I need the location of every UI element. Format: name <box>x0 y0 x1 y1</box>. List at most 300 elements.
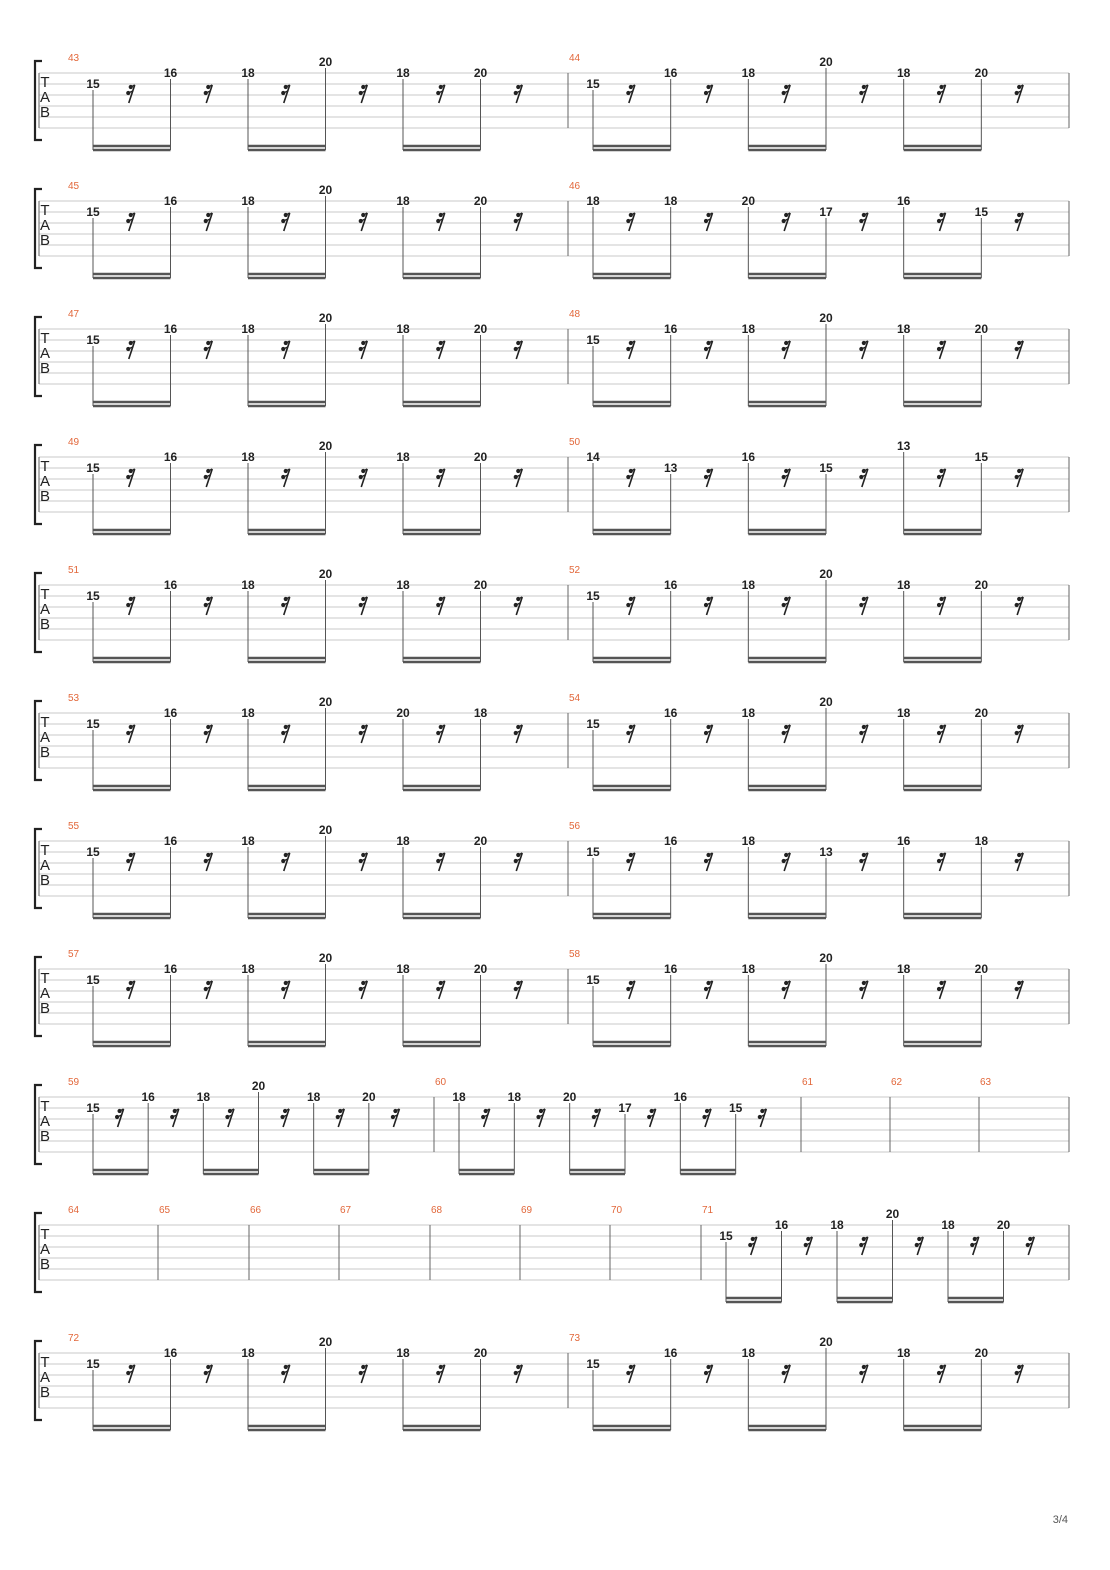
sixteenth-rest-icon <box>937 981 946 999</box>
tab-clef-letter: A <box>39 729 51 746</box>
fret-number: 15 <box>586 333 600 347</box>
fret-number: 18 <box>241 450 255 464</box>
fret-number: 15 <box>586 1357 600 1371</box>
tab-clef-letter: T <box>40 458 50 475</box>
sixteenth-rest-icon <box>436 981 445 999</box>
sixteenth-rest-icon <box>782 1365 791 1383</box>
fret-number: 18 <box>741 706 756 720</box>
tab-clef-letter: T <box>40 970 50 987</box>
tab-clef-letter: T <box>40 1098 50 1115</box>
sixteenth-rest-icon <box>782 725 791 743</box>
fret-number: 20 <box>473 322 488 336</box>
sixteenth-rest-icon <box>204 341 213 359</box>
fret-number: 20 <box>318 183 333 197</box>
sixteenth-rest-icon <box>359 341 368 359</box>
sixteenth-rest-icon <box>704 341 713 359</box>
sixteenth-rest-icon <box>514 725 523 743</box>
sixteenth-rest-icon <box>937 597 946 615</box>
sixteenth-rest-icon <box>514 341 523 359</box>
fret-number: 18 <box>896 706 911 720</box>
sixteenth-rest-icon <box>782 341 791 359</box>
fret-number: 18 <box>396 834 410 848</box>
fret-number: 15 <box>86 77 100 91</box>
tab-clef-letter: B <box>39 872 51 889</box>
sixteenth-rest-icon <box>359 1365 368 1383</box>
bar-number: 68 <box>431 1205 443 1216</box>
fret-number: 15 <box>819 461 833 475</box>
sixteenth-rest-icon <box>359 469 368 487</box>
sixteenth-rest-icon <box>626 85 635 103</box>
tab-system <box>35 821 1069 918</box>
fret-number: 18 <box>241 1346 255 1360</box>
fret-number: 20 <box>318 567 333 581</box>
sixteenth-rest-icon <box>336 1109 345 1127</box>
tab-clef-letter: A <box>39 601 51 618</box>
sixteenth-rest-icon <box>514 85 523 103</box>
tab-system <box>35 565 1069 662</box>
sixteenth-rest-icon <box>937 469 946 487</box>
sixteenth-rest-icon <box>481 1109 490 1127</box>
sixteenth-rest-icon <box>436 85 445 103</box>
fret-number: 16 <box>163 706 178 720</box>
tab-clef-letter: B <box>39 104 51 121</box>
sixteenth-rest-icon <box>436 853 445 871</box>
bar-number: 69 <box>521 1205 533 1216</box>
fret-number: 18 <box>741 834 756 848</box>
fret-number: 18 <box>396 450 410 464</box>
tab-system <box>35 309 1069 406</box>
tab-clef-letter: T <box>40 1226 50 1243</box>
sixteenth-rest-icon <box>359 725 368 743</box>
sixteenth-rest-icon <box>281 853 290 871</box>
sixteenth-rest-icon <box>1015 85 1024 103</box>
fret-number: 20 <box>741 194 756 208</box>
sixteenth-rest-icon <box>859 1237 868 1255</box>
tab-clef-letter: B <box>39 1128 51 1145</box>
sixteenth-rest-icon <box>626 981 635 999</box>
fret-number: 18 <box>741 1346 756 1360</box>
sixteenth-rest-icon <box>626 469 635 487</box>
sixteenth-rest-icon <box>1015 213 1024 231</box>
tab-clef-letter: B <box>39 488 51 505</box>
fret-number: 18 <box>396 66 410 80</box>
sixteenth-rest-icon <box>1015 1365 1024 1383</box>
bar-number: 48 <box>569 309 581 320</box>
fret-number: 18 <box>896 578 911 592</box>
fret-number: 20 <box>819 55 833 69</box>
fret-number: 18 <box>586 194 600 208</box>
fret-number: 20 <box>974 962 989 976</box>
bar-number: 66 <box>250 1205 262 1216</box>
fret-number: 18 <box>974 834 989 848</box>
fret-number: 20 <box>318 823 333 837</box>
fret-number: 16 <box>663 322 678 336</box>
fret-number: 15 <box>86 333 100 347</box>
sixteenth-rest-icon <box>359 981 368 999</box>
measure <box>68 1077 399 1174</box>
sixteenth-rest-icon <box>436 1365 445 1383</box>
sixteenth-rest-icon <box>436 597 445 615</box>
sixteenth-rest-icon <box>782 853 791 871</box>
fret-number: 18 <box>241 322 255 336</box>
bar-number: 45 <box>68 181 80 192</box>
sixteenth-rest-icon <box>536 1109 545 1127</box>
sixteenth-rest-icon <box>436 469 445 487</box>
fret-number: 15 <box>86 845 100 859</box>
sixteenth-rest-icon <box>859 981 868 999</box>
measure <box>569 309 1023 406</box>
fret-number: 15 <box>86 717 100 731</box>
sixteenth-rest-icon <box>204 981 213 999</box>
bar-number: 61 <box>802 1077 814 1088</box>
fret-number: 18 <box>741 66 756 80</box>
sixteenth-rest-icon <box>126 981 135 999</box>
fret-number: 18 <box>473 706 488 720</box>
fret-number: 18 <box>741 578 756 592</box>
tab-system <box>35 1333 1069 1430</box>
sixteenth-rest-icon <box>782 85 791 103</box>
fret-number: 18 <box>241 706 255 720</box>
tab-system <box>35 949 1069 1046</box>
tab-clef-letter: A <box>39 473 51 490</box>
sixteenth-rest-icon <box>704 85 713 103</box>
fret-number: 15 <box>719 1229 733 1243</box>
fret-number: 15 <box>586 717 600 731</box>
sixteenth-rest-icon <box>514 469 523 487</box>
fret-number: 18 <box>896 1346 911 1360</box>
fret-number: 20 <box>473 1346 488 1360</box>
fret-number: 20 <box>473 194 488 208</box>
sixteenth-rest-icon <box>782 213 791 231</box>
fret-number: 15 <box>86 1357 100 1371</box>
tab-clef-letter: A <box>39 1369 51 1386</box>
fret-number: 20 <box>562 1090 577 1104</box>
fret-number: 20 <box>819 695 833 709</box>
sixteenth-rest-icon <box>391 1109 400 1127</box>
sixteenth-rest-icon <box>859 469 868 487</box>
sixteenth-rest-icon <box>281 85 290 103</box>
measure <box>521 1205 533 1216</box>
measure <box>569 1333 1023 1430</box>
measure <box>802 1077 814 1088</box>
measure <box>569 693 1023 790</box>
fret-number: 15 <box>86 461 100 475</box>
fret-number: 18 <box>663 194 678 208</box>
fret-number: 15 <box>728 1101 743 1115</box>
fret-number: 18 <box>941 1218 955 1232</box>
fret-number: 18 <box>396 322 410 336</box>
fret-number: 18 <box>241 578 255 592</box>
sixteenth-rest-icon <box>859 725 868 743</box>
fret-number: 15 <box>586 589 600 603</box>
fret-number: 18 <box>241 962 255 976</box>
fret-number: 18 <box>896 66 911 80</box>
tab-clef-letter: B <box>39 616 51 633</box>
bar-number: 56 <box>569 821 581 832</box>
sixteenth-rest-icon <box>704 597 713 615</box>
sixteenth-rest-icon <box>204 725 213 743</box>
fret-number: 16 <box>163 834 178 848</box>
bar-number: 55 <box>68 821 80 832</box>
sixteenth-rest-icon <box>170 1109 179 1127</box>
sixteenth-rest-icon <box>115 1109 124 1127</box>
sixteenth-rest-icon <box>281 213 290 231</box>
measure <box>569 53 1023 150</box>
fret-number: 16 <box>896 194 911 208</box>
fret-number: 18 <box>396 962 410 976</box>
sixteenth-rest-icon <box>647 1109 656 1127</box>
sixteenth-rest-icon <box>281 597 290 615</box>
sixteenth-rest-icon <box>1015 597 1024 615</box>
sixteenth-rest-icon <box>126 469 135 487</box>
sixteenth-rest-icon <box>204 597 213 615</box>
sixteenth-rest-icon <box>514 213 523 231</box>
page-number: 3/4 <box>1052 1514 1068 1526</box>
fret-number: 17 <box>819 205 833 219</box>
fret-number: 18 <box>241 194 255 208</box>
bar-number: 47 <box>68 309 80 320</box>
sixteenth-rest-icon <box>937 213 946 231</box>
sixteenth-rest-icon <box>704 1365 713 1383</box>
fret-number: 15 <box>586 845 600 859</box>
sixteenth-rest-icon <box>126 853 135 871</box>
fret-number: 16 <box>163 322 178 336</box>
fret-number: 18 <box>452 1090 466 1104</box>
fret-number: 20 <box>819 311 833 325</box>
fret-number: 20 <box>473 450 488 464</box>
fret-number: 20 <box>473 962 488 976</box>
measure <box>611 1205 623 1216</box>
measure <box>435 1077 766 1174</box>
fret-number: 16 <box>663 578 678 592</box>
tab-clef-letter: A <box>39 217 51 234</box>
sixteenth-rest-icon <box>758 1109 767 1127</box>
sixteenth-rest-icon <box>782 597 791 615</box>
fret-number: 17 <box>618 1101 632 1115</box>
sixteenth-rest-icon <box>804 1237 813 1255</box>
fret-number: 20 <box>318 55 333 69</box>
tab-clef-letter: T <box>40 202 50 219</box>
sixteenth-rest-icon <box>514 1365 523 1383</box>
sixteenth-rest-icon <box>970 1237 979 1255</box>
sixteenth-rest-icon <box>1015 469 1024 487</box>
fret-number: 15 <box>86 589 100 603</box>
measure <box>569 437 1023 534</box>
tab-clef-letter: A <box>39 1113 51 1130</box>
sixteenth-rest-icon <box>937 85 946 103</box>
fret-number: 20 <box>318 695 333 709</box>
sixteenth-rest-icon <box>859 213 868 231</box>
sixteenth-rest-icon <box>126 213 135 231</box>
sixteenth-rest-icon <box>281 725 290 743</box>
fret-number: 20 <box>974 578 989 592</box>
sixteenth-rest-icon <box>782 981 791 999</box>
sixteenth-rest-icon <box>1015 981 1024 999</box>
tab-clef-letter: A <box>39 857 51 874</box>
sixteenth-rest-icon <box>204 1365 213 1383</box>
bar-number: 52 <box>569 565 581 576</box>
bar-number: 49 <box>68 437 80 448</box>
fret-number: 18 <box>830 1218 844 1232</box>
sixteenth-rest-icon <box>704 981 713 999</box>
measure <box>569 181 1023 278</box>
fret-number: 16 <box>663 1346 678 1360</box>
measure <box>250 1205 262 1216</box>
fret-number: 20 <box>473 834 488 848</box>
measure <box>68 565 522 662</box>
sixteenth-rest-icon <box>204 213 213 231</box>
bar-number: 67 <box>340 1205 352 1216</box>
sixteenth-rest-icon <box>704 469 713 487</box>
measure <box>702 1205 1034 1302</box>
bar-number: 44 <box>569 53 581 64</box>
sixteenth-rest-icon <box>225 1109 234 1127</box>
fret-number: 16 <box>163 66 178 80</box>
sixteenth-rest-icon <box>626 1365 635 1383</box>
fret-number: 18 <box>741 322 756 336</box>
sixteenth-rest-icon <box>592 1109 601 1127</box>
sixteenth-rest-icon <box>281 341 290 359</box>
bar-number: 64 <box>68 1205 80 1216</box>
sixteenth-rest-icon <box>436 341 445 359</box>
fret-number: 20 <box>819 567 833 581</box>
fret-number: 20 <box>974 66 989 80</box>
tab-system <box>35 1077 1069 1174</box>
fret-number: 15 <box>86 1101 100 1115</box>
sixteenth-rest-icon <box>436 725 445 743</box>
sixteenth-rest-icon <box>1015 725 1024 743</box>
fret-number: 20 <box>251 1079 266 1093</box>
sixteenth-rest-icon <box>126 1365 135 1383</box>
measure <box>569 821 1023 918</box>
fret-number: 16 <box>663 962 678 976</box>
sixteenth-rest-icon <box>126 725 135 743</box>
tab-clef-letter: T <box>40 74 50 91</box>
tab-system <box>35 1205 1069 1302</box>
tab-clef-letter: T <box>40 330 50 347</box>
fret-number: 18 <box>196 1090 211 1104</box>
bar-number: 43 <box>68 53 80 64</box>
fret-number: 15 <box>974 205 989 219</box>
measure <box>68 1333 522 1430</box>
fret-number: 16 <box>774 1218 789 1232</box>
fret-number: 18 <box>396 578 410 592</box>
sixteenth-rest-icon <box>937 853 946 871</box>
measure <box>569 949 1023 1046</box>
sixteenth-rest-icon <box>436 213 445 231</box>
sixteenth-rest-icon <box>626 341 635 359</box>
fret-number: 20 <box>996 1218 1011 1232</box>
fret-number: 20 <box>473 66 488 80</box>
tab-clef-letter: B <box>39 1000 51 1017</box>
measure <box>68 821 522 918</box>
fret-number: 18 <box>306 1090 321 1104</box>
sixteenth-rest-icon <box>514 981 523 999</box>
fret-number: 16 <box>663 66 678 80</box>
fret-number: 20 <box>819 1335 833 1349</box>
sixteenth-rest-icon <box>359 85 368 103</box>
fret-number: 16 <box>663 834 678 848</box>
tab-clef-letter: T <box>40 842 50 859</box>
bar-number: 46 <box>569 181 581 192</box>
measure <box>340 1205 352 1216</box>
sixteenth-rest-icon <box>514 853 523 871</box>
measure <box>68 53 522 150</box>
measure <box>68 1205 80 1216</box>
tab-clef-letter: B <box>39 360 51 377</box>
tab-system <box>35 693 1069 790</box>
sixteenth-rest-icon <box>359 853 368 871</box>
tab-clef-letter: B <box>39 1256 51 1273</box>
bar-number: 70 <box>611 1205 623 1216</box>
fret-number: 20 <box>362 1090 376 1104</box>
fret-number: 15 <box>974 450 989 464</box>
tab-clef-letter: T <box>40 1354 50 1371</box>
bar-number: 53 <box>68 693 80 704</box>
sixteenth-rest-icon <box>859 1365 868 1383</box>
tab-clef-letter: B <box>39 1384 51 1401</box>
sixteenth-rest-icon <box>514 597 523 615</box>
bar-number: 59 <box>68 1077 80 1088</box>
fret-number: 20 <box>318 951 333 965</box>
sixteenth-rest-icon <box>204 85 213 103</box>
tab-system <box>35 181 1069 278</box>
tab-clef-letter: B <box>39 232 51 249</box>
sixteenth-rest-icon <box>937 341 946 359</box>
bar-number: 71 <box>702 1205 714 1216</box>
bar-number: 58 <box>569 949 581 960</box>
fret-number: 14 <box>586 450 600 464</box>
measure <box>68 437 522 534</box>
fret-number: 13 <box>663 461 678 475</box>
fret-number: 20 <box>974 706 989 720</box>
fret-number: 20 <box>974 322 989 336</box>
fret-number: 16 <box>163 1346 178 1360</box>
fret-number: 20 <box>885 1207 900 1221</box>
sixteenth-rest-icon <box>859 853 868 871</box>
sixteenth-rest-icon <box>626 725 635 743</box>
fret-number: 15 <box>586 973 600 987</box>
fret-number: 20 <box>473 578 488 592</box>
sixteenth-rest-icon <box>126 341 135 359</box>
fret-number: 16 <box>163 578 178 592</box>
sixteenth-rest-icon <box>281 469 290 487</box>
fret-number: 18 <box>507 1090 522 1104</box>
fret-number: 16 <box>741 450 756 464</box>
measure <box>68 693 522 790</box>
measure <box>891 1077 903 1088</box>
measure <box>569 565 1023 662</box>
tab-clef-letter: A <box>39 985 51 1002</box>
fret-number: 18 <box>241 66 255 80</box>
fret-number: 18 <box>741 962 756 976</box>
sixteenth-rest-icon <box>859 85 868 103</box>
measure <box>68 309 522 406</box>
fret-number: 20 <box>819 951 833 965</box>
fret-number: 20 <box>318 311 333 325</box>
sixteenth-rest-icon <box>704 853 713 871</box>
tab-clef-letter: A <box>39 1241 51 1258</box>
sixteenth-rest-icon <box>702 1109 711 1127</box>
sixteenth-rest-icon <box>748 1237 757 1255</box>
tab-clef-letter: T <box>40 586 50 603</box>
fret-number: 18 <box>241 834 255 848</box>
bar-number: 51 <box>68 565 80 576</box>
sixteenth-rest-icon <box>204 853 213 871</box>
tab-clef-letter: A <box>39 345 51 362</box>
sixteenth-rest-icon <box>626 597 635 615</box>
fret-number: 18 <box>896 962 911 976</box>
